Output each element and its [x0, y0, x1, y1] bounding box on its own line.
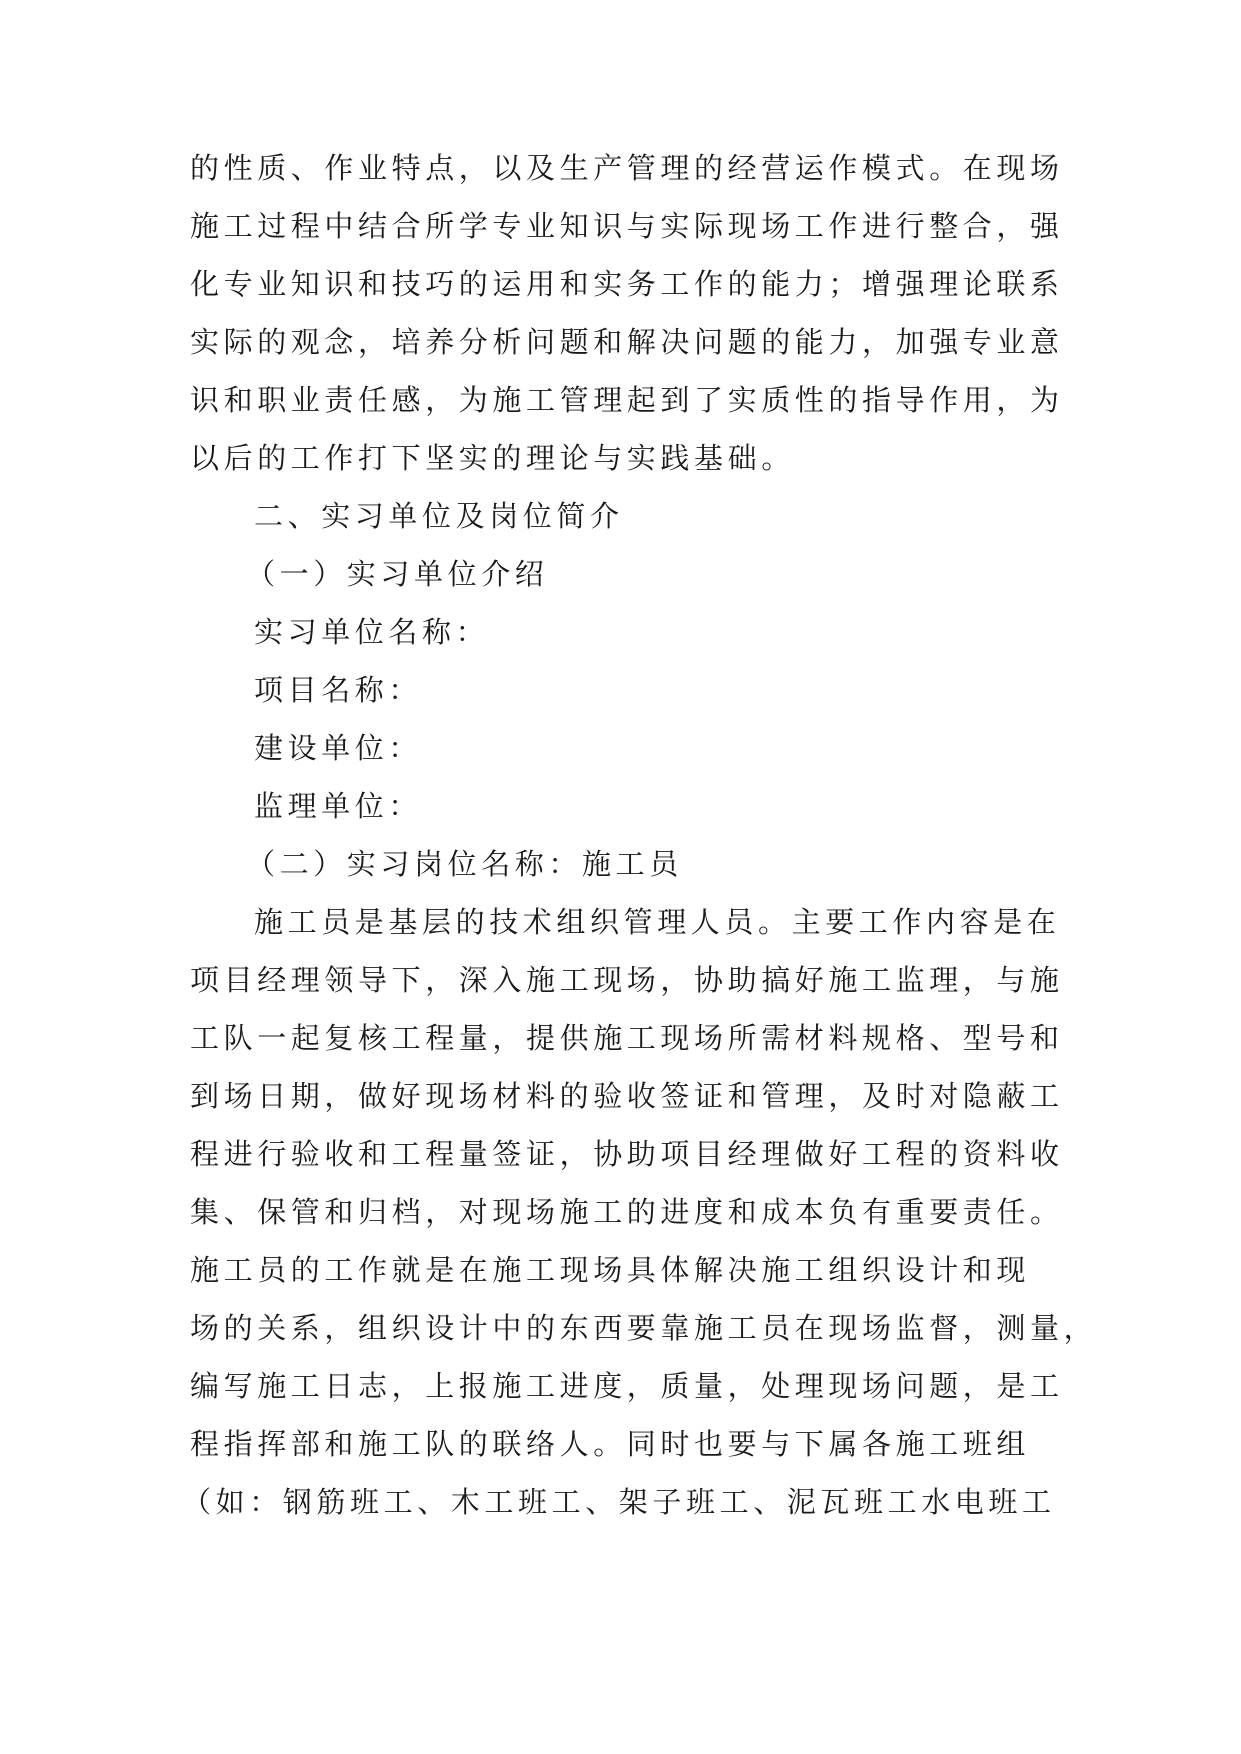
paragraph-line: 施工过程中结合所学专业知识与实际现场工作进行整合，强: [190, 209, 1064, 243]
paragraph-line: （如：钢筋班工、木工班工、架子班工、泥瓦班工水电班工: [182, 1485, 1056, 1519]
subsection-heading: （一）实习单位介绍: [246, 557, 549, 591]
field-label-supervision-unit: 监理单位：: [254, 789, 423, 823]
field-label-construction-unit: 建设单位：: [254, 731, 423, 765]
paragraph-line: 场的关系，组织设计中的东西要靠施工员在现场监督，测量，: [190, 1311, 1098, 1345]
paragraph-line: 的性质、作业特点，以及生产管理的经营运作模式。在现场: [190, 151, 1064, 185]
paragraph-line: 程进行验收和工程量签证，协助项目经理做好工程的资料收: [190, 1137, 1064, 1171]
paragraph-line: 施工员是基层的技术组织管理人员。主要工作内容是在: [254, 905, 1061, 939]
paragraph-line: 到场日期，做好现场材料的验收签证和管理，及时对隐蔽工: [190, 1079, 1064, 1113]
paragraph-line: 以后的工作打下坚实的理论与实践基础。: [190, 441, 795, 475]
paragraph-line: 施工员的工作就是在施工现场具体解决施工组织设计和现: [190, 1253, 1031, 1287]
subsection-heading: （二）实习岗位名称：施工员: [246, 847, 683, 881]
paragraph-line: 项目经理领导下，深入施工现场，协助搞好施工监理，与施: [190, 963, 1064, 997]
section-heading: 二、实习单位及岗位简介: [254, 499, 624, 533]
paragraph-line: 集、保管和归档，对现场施工的进度和成本负有重要责任。: [190, 1195, 1064, 1229]
paragraph-line: 程指挥部和施工队的联络人。同时也要与下属各施工班组: [190, 1427, 1031, 1461]
paragraph-line: 化专业知识和技巧的运用和实务工作的能力；增强理论联系: [190, 267, 1064, 301]
paragraph-line: 工队一起复核工程量，提供施工现场所需材料规格、型号和: [190, 1021, 1064, 1055]
field-label-company-name: 实习单位名称：: [254, 615, 490, 649]
paragraph-line: 识和职业责任感，为施工管理起到了实质性的指导作用，为: [190, 383, 1064, 417]
paragraph-line: 实际的观念，培养分析问题和解决问题的能力，加强专业意: [190, 325, 1064, 359]
field-label-project-name: 项目名称：: [254, 673, 423, 707]
paragraph-line: 编写施工日志，上报施工进度，质量，处理现场问题，是工: [190, 1369, 1064, 1403]
